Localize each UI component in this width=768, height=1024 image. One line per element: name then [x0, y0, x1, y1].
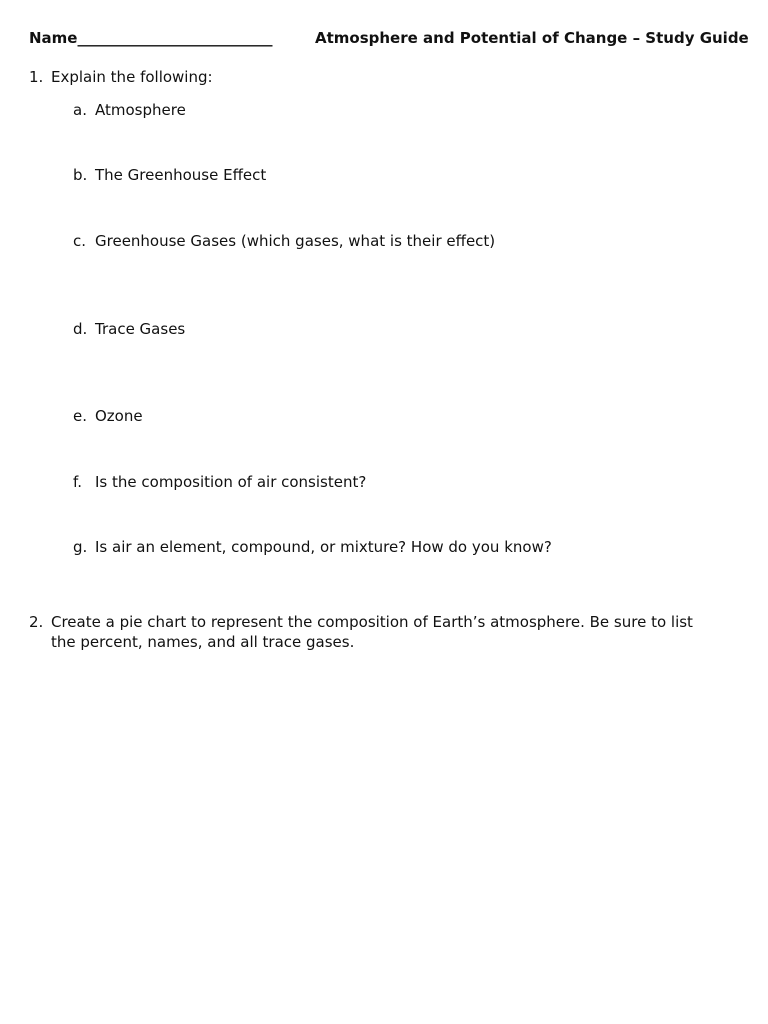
item-text: Atmosphere [95, 101, 186, 119]
item-text: The Greenhouse Effect [95, 166, 267, 184]
name-field: Name__________________________ [29, 29, 273, 47]
item-text: Is the composition of air consistent? [95, 473, 367, 491]
question-number: 2. [29, 613, 44, 631]
question-prompt: Explain the following: [51, 68, 213, 86]
document-title: Atmosphere and Potential of Change – Study Guide [315, 29, 749, 47]
question-prompt: Create a pie chart to represent the composition of Earth’s atmosphere. Be sure to list the percent, names, and all trace gases. [51, 613, 693, 651]
item-letter: d. [73, 320, 88, 338]
item-letter: e. [73, 407, 87, 425]
item-letter: c. [73, 232, 87, 250]
item-letter: f. [73, 473, 82, 491]
item-letter: a. [73, 101, 87, 119]
item-text: Trace Gases [95, 320, 186, 338]
item-text: Ozone [95, 407, 143, 425]
question-number: 1. [29, 68, 44, 86]
item-text: Is air an element, compound, or mixture? How do you know? [95, 538, 552, 556]
item-letter: b. [73, 166, 88, 184]
document-header [29, 29, 749, 51]
item-letter: g. [73, 538, 88, 556]
item-text: Greenhouse Gases (which gases, what is their effect) [95, 232, 496, 250]
